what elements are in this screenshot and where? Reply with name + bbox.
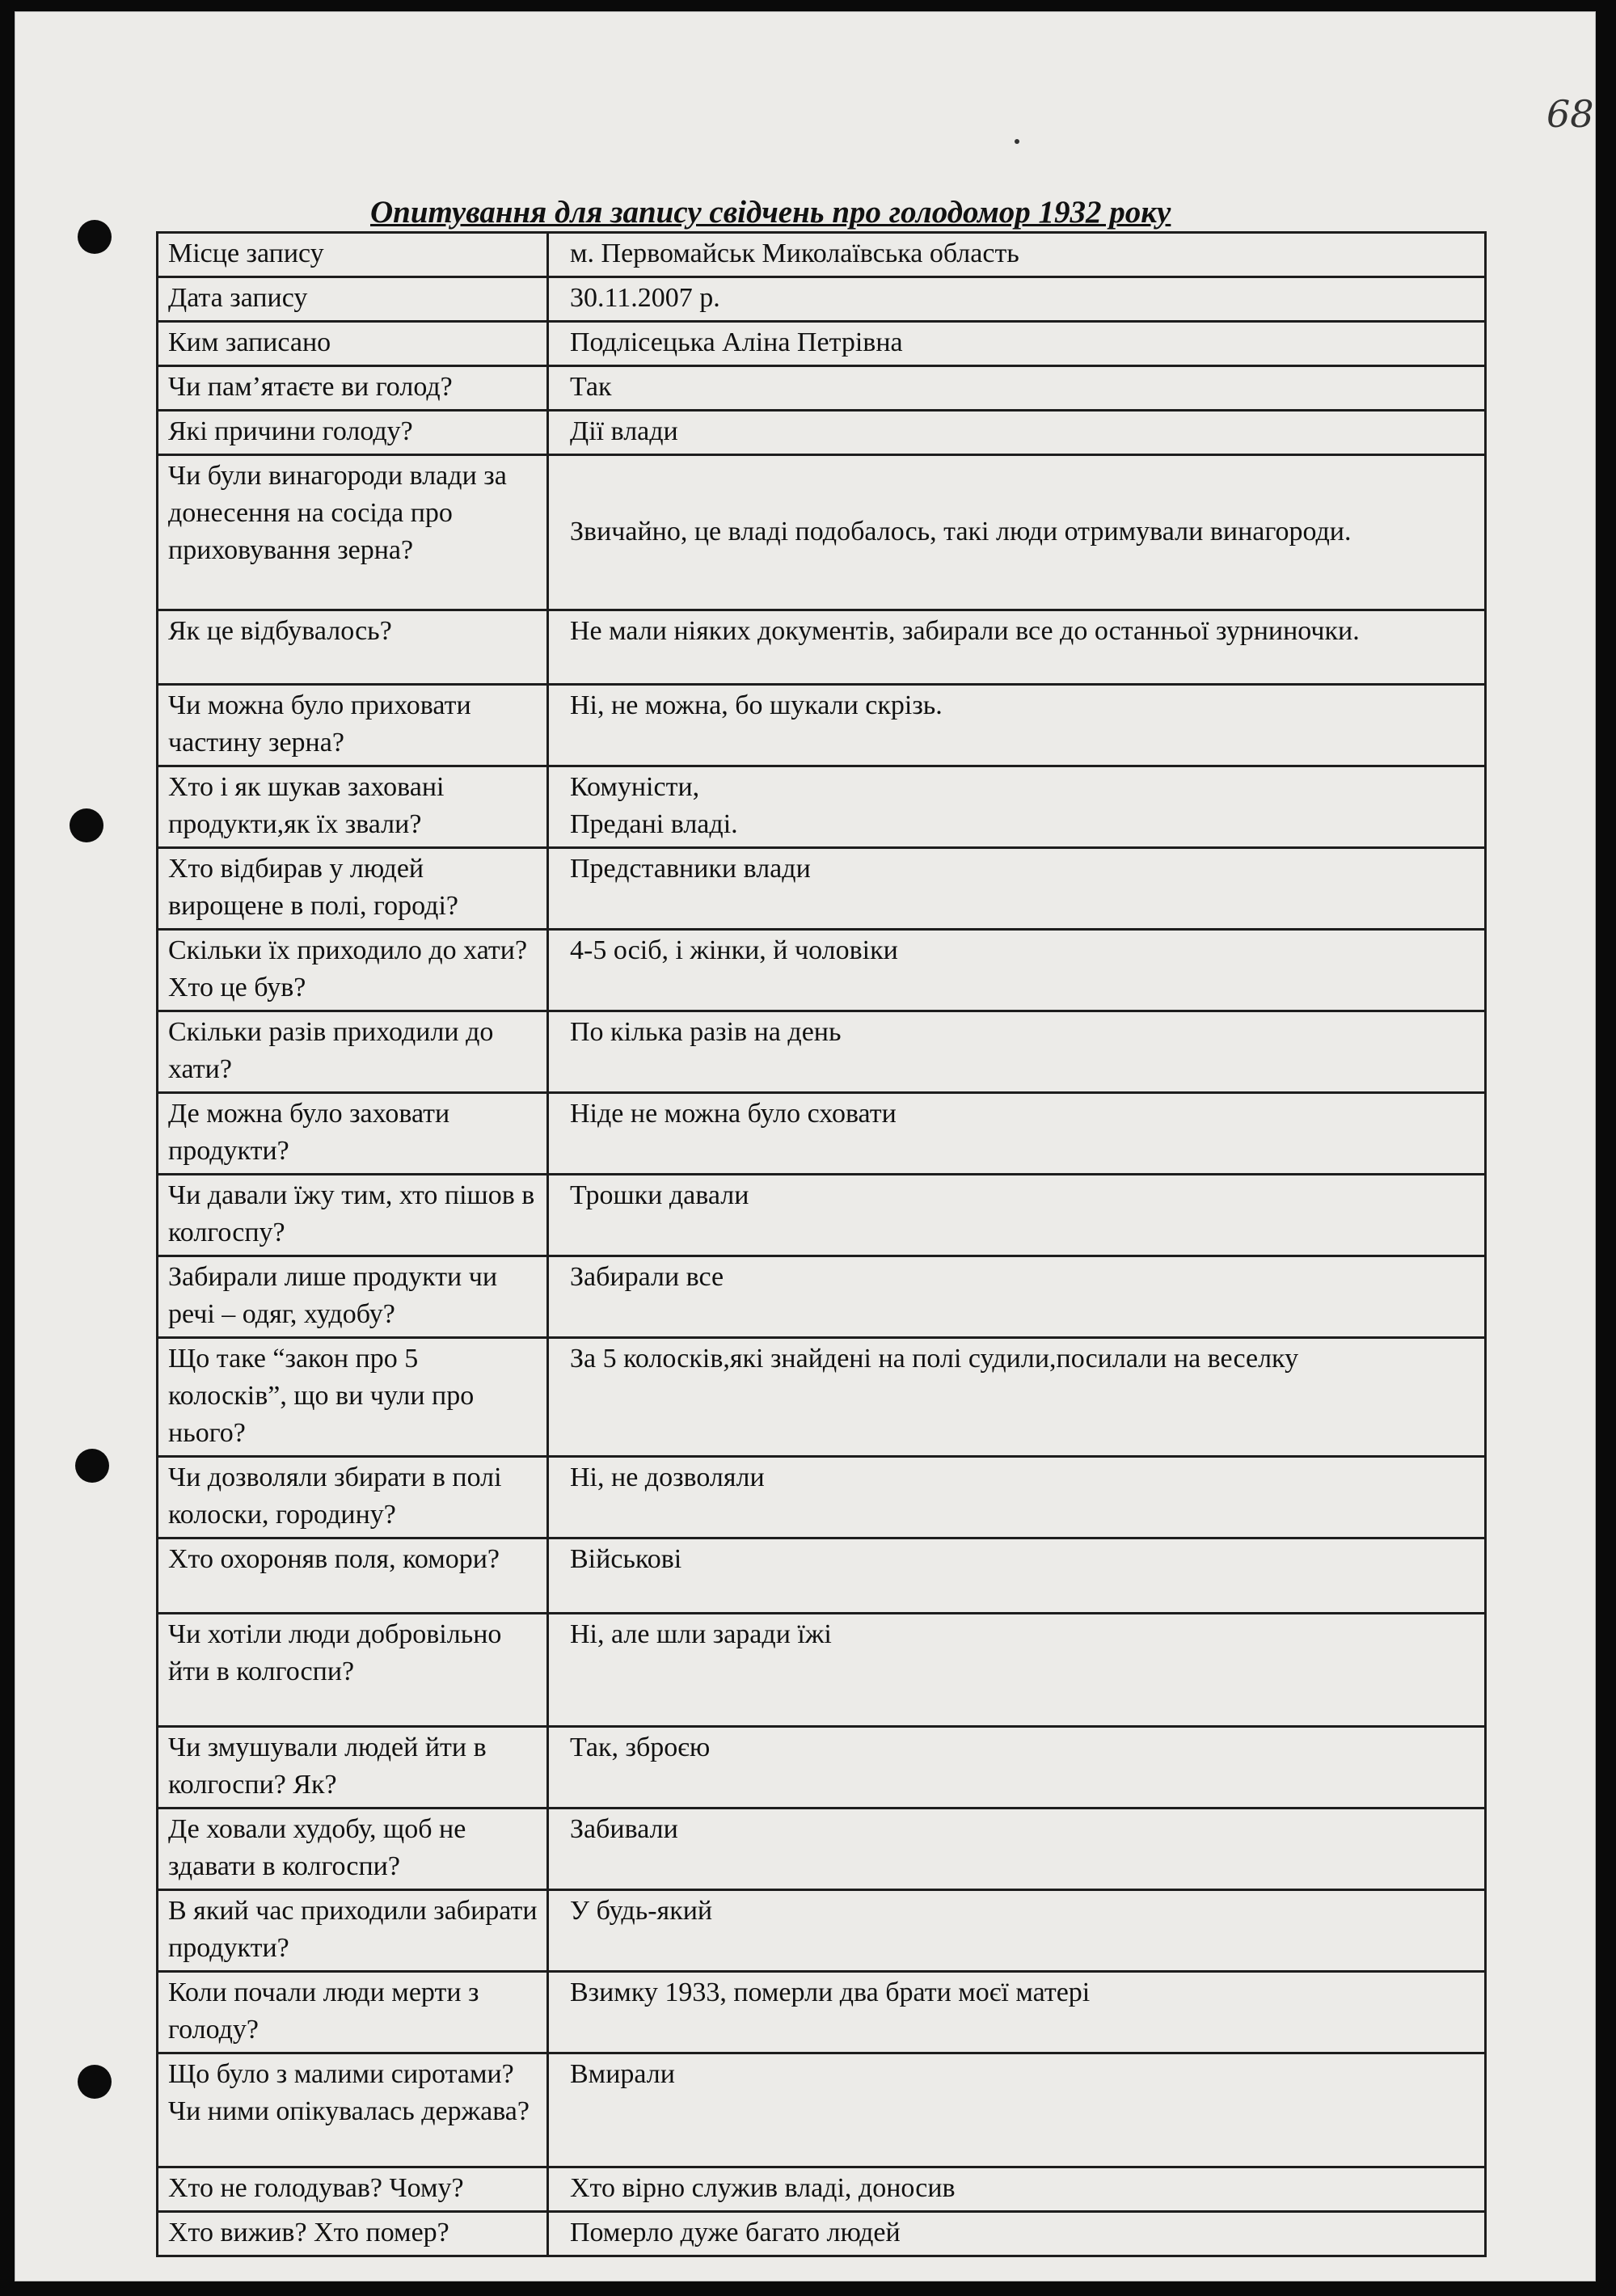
- question-cell: Де можна було заховати продукти?: [158, 1093, 548, 1175]
- table-row: [158, 455, 1486, 610]
- page-number: 68: [1546, 92, 1594, 136]
- answer-cell: По кілька разів на день: [548, 1011, 1486, 1093]
- answer-cell: Дії влади: [548, 411, 1486, 455]
- answer-cell: Померло дуже багато людей: [548, 2212, 1486, 2256]
- table-row: [158, 1538, 1486, 1614]
- answer-cell: 4-5 осіб, і жінки, й чоловіки: [548, 930, 1486, 1011]
- question-cell: Ким записано: [158, 322, 548, 366]
- survey-table: [156, 231, 1487, 2257]
- answer-cell: Подлісецька Аліна Петрівна: [548, 322, 1486, 366]
- question-cell: Що було з малими сиротами? Чи ними опікувалась держава?: [158, 2053, 548, 2167]
- answer-cell: Ні, не можна, бо шукали скрізь.: [548, 685, 1486, 766]
- answer-cell: Представники влади: [548, 848, 1486, 930]
- answer-cell: Так: [548, 366, 1486, 411]
- question-cell: Чи змушували людей йти в колгоспи? Як?: [158, 1727, 548, 1809]
- question-cell: Хто вижив? Хто помер?: [158, 2212, 548, 2256]
- table-row: [158, 1614, 1486, 1727]
- answer-cell: 30.11.2007 р.: [548, 277, 1486, 322]
- table-row: [158, 411, 1486, 455]
- table-row: [158, 1972, 1486, 2053]
- answer-cell: Ні, але шли заради їжі: [548, 1614, 1486, 1727]
- table-row: [158, 848, 1486, 930]
- table-row: [158, 2167, 1486, 2212]
- question-cell: Хто не голодував? Чому?: [158, 2167, 548, 2212]
- question-cell: Скільки їх приходило до хати? Хто це був?: [158, 930, 548, 1011]
- question-cell: Чи давали їжу тим, хто пішов в колгоспу?: [158, 1175, 548, 1256]
- answer-cell: м. Первомайськ Миколаївська область: [548, 233, 1486, 277]
- question-cell: Скільки разів приходили до хати?: [158, 1011, 548, 1093]
- answer-cell: Не мали ніяких документів, забирали все до останньої зурниночки.: [548, 610, 1486, 685]
- punch-hole: [75, 1449, 109, 1483]
- table-row: [158, 2053, 1486, 2167]
- answer-cell: Забирали все: [548, 1256, 1486, 1338]
- question-cell: Місце запису: [158, 233, 548, 277]
- table-row: [158, 233, 1486, 277]
- question-cell: В який час приходили забирати продукти?: [158, 1890, 548, 1972]
- table-row: [158, 610, 1486, 685]
- question-cell: Де ховали худобу, щоб не здавати в колгоспи?: [158, 1809, 548, 1890]
- punch-hole: [70, 808, 103, 842]
- answer-cell: За 5 колосків,які знайдені на полі судили,посилали на веселку: [548, 1338, 1486, 1457]
- question-cell: Хто відбирав у людей вирощене в полі, городі?: [158, 848, 548, 930]
- table-row: [158, 1338, 1486, 1457]
- table-row: [158, 1011, 1486, 1093]
- table-row: [158, 322, 1486, 366]
- table-row: [158, 766, 1486, 848]
- question-cell: Що таке “закон про 5 колосків”, що ви чули про нього?: [158, 1338, 548, 1457]
- answer-cell: У будь-який: [548, 1890, 1486, 1972]
- table-row: [158, 1256, 1486, 1338]
- answer-cell: Взимку 1933, померли два брати моєї матері: [548, 1972, 1486, 2053]
- answer-cell: Ні, не дозволяли: [548, 1457, 1486, 1538]
- answer-cell: Військові: [548, 1538, 1486, 1614]
- punch-hole: [78, 2065, 112, 2099]
- question-cell: Хто охороняв поля, комори?: [158, 1538, 548, 1614]
- table-row: [158, 1175, 1486, 1256]
- answer-cell: Трошки давали: [548, 1175, 1486, 1256]
- table-row: [158, 685, 1486, 766]
- table-row: [158, 1890, 1486, 1972]
- survey-title: Опитування для запису свідчень про голодомор 1932 року: [370, 195, 1171, 230]
- question-cell: Чи були винагороди влади за донесення на сосіда про приховування зерна?: [158, 455, 548, 610]
- table-row: [158, 1727, 1486, 1809]
- answer-cell: Вмирали: [548, 2053, 1486, 2167]
- answer-cell: Звичайно, це владі подобалось, такі люди отримували винагороди.: [548, 455, 1486, 610]
- question-cell: Які причини голоду?: [158, 411, 548, 455]
- question-cell: Хто і як шукав заховані продукти,як їх звали?: [158, 766, 548, 848]
- table-row: [158, 1809, 1486, 1890]
- question-cell: Коли почали люди мерти з голоду?: [158, 1972, 548, 2053]
- table-row: [158, 930, 1486, 1011]
- question-cell: Як це відбувалось?: [158, 610, 548, 685]
- question-cell: Чи пам’ятаєте ви голод?: [158, 366, 548, 411]
- answer-cell: Так, зброєю: [548, 1727, 1486, 1809]
- punch-hole: [78, 220, 112, 254]
- table-row: [158, 1457, 1486, 1538]
- document-page: [15, 11, 1596, 2281]
- table-row: [158, 277, 1486, 322]
- ink-dot: [1015, 139, 1019, 144]
- table-row: [158, 366, 1486, 411]
- answer-cell: Хто вірно служив владі, доносив: [548, 2167, 1486, 2212]
- question-cell: Чи дозволяли збирати в полі колоски, городину?: [158, 1457, 548, 1538]
- question-cell: Забирали лише продукти чи речі – одяг, худобу?: [158, 1256, 548, 1338]
- question-cell: Чи можна було приховати частину зерна?: [158, 685, 548, 766]
- table-row: [158, 1093, 1486, 1175]
- answer-cell: Забивали: [548, 1809, 1486, 1890]
- table-row: [158, 2212, 1486, 2256]
- question-cell: Чи хотіли люди добровільно йти в колгоспи?: [158, 1614, 548, 1727]
- question-cell: Дата запису: [158, 277, 548, 322]
- answer-cell: Комуністи, Предані владі.: [570, 772, 738, 839]
- answer-cell: Ніде не можна було сховати: [548, 1093, 1486, 1175]
